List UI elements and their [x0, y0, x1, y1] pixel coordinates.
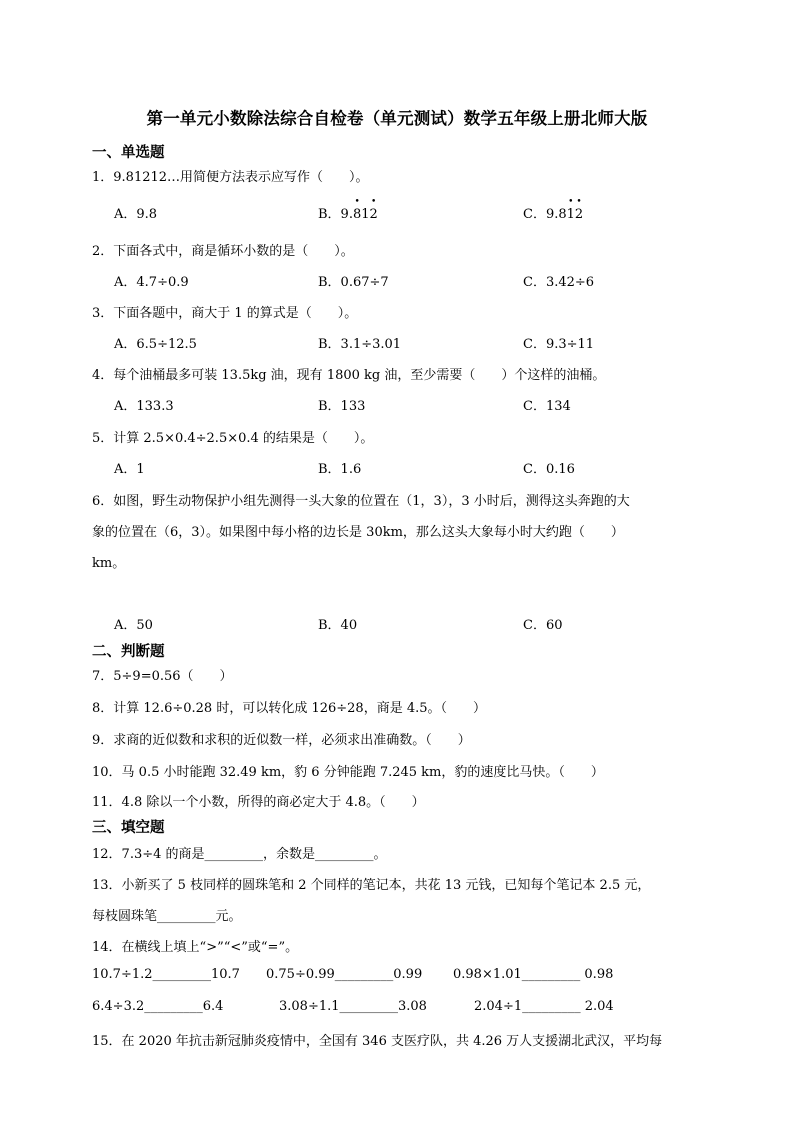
question-4-option-a: A．133.3 [114, 399, 174, 414]
repeating-dot-digit: • 2 [370, 207, 378, 222]
question-2-option-a: A．4.7÷0.9 [114, 275, 189, 290]
question-7: 7．5÷9=0.56（ ） [92, 669, 233, 684]
question-15: 15．在 2020 年抗击新冠肺炎疫情中，全国有 346 支医疗队，共 4.26 万人支援湖北武汉，平均每 [92, 1034, 663, 1049]
section-heading-fill-blank: 三、填空题 [92, 820, 165, 836]
question-2-option-b: B．0.67÷7 [318, 275, 389, 290]
question-10: 10．马 0.5 小时能跑 32.49 km，豹 6 分钟能跑 7.245 km，豹的速度比马快。（ ） [92, 765, 604, 780]
question-5-option-a: A．1 [114, 462, 145, 477]
option-b-middle: 1 [361, 207, 370, 222]
option-b-prefix: B．9. [318, 207, 353, 222]
question-1-option-c [523, 203, 583, 222]
question-14: 14．在横线上填上“>”“<”或“=”。 [92, 940, 299, 955]
repeating-dot-digit: • 2 [575, 207, 583, 222]
comparison-item: 6.4÷3.2_________6.4 [92, 999, 224, 1014]
question-5-option-c: C．0.16 [523, 462, 575, 477]
question-6-line-1: 6．如图，野生动物保护小组先测得一头大象的位置在（1，3），3 小时后，测得这头奔跑的大 [92, 494, 630, 509]
comparison-item: 3.08÷1.1_________3.08 [279, 999, 427, 1014]
question-6-option-b: B．40 [318, 618, 358, 633]
question-3-option-a: A．6.5÷12.5 [114, 337, 197, 352]
question-1-option-a: A．9.8 [114, 207, 158, 222]
question-3: 3．下面各题中，商大于 1 的算式是（ ）。 [92, 306, 358, 321]
section-heading-single-choice: 一、单选题 [92, 145, 165, 161]
question-6-line-3: km。 [92, 556, 126, 571]
question-4: 4．每个油桶最多可装 13.5kg 油，现有 1800 kg 油，至少需要（ ）个这样的油桶。 [92, 368, 606, 383]
question-13-line-2: 每枝圆珠笔_________元。 [92, 909, 242, 924]
question-2: 2．下面各式中，商是循环小数的是（ ）。 [92, 244, 354, 259]
question-9: 9．求商的近似数和求积的近似数一样，必须求出准确数。（ ） [92, 733, 471, 748]
comparison-item: 0.75÷0.99_________0.99 [266, 967, 423, 982]
question-5-option-b: B．1.6 [318, 462, 362, 477]
comparison-item: 0.98×1.01_________ 0.98 [453, 967, 614, 982]
question-13-line-1: 13．小新买了 5 枝同样的圆珠笔和 2 个同样的笔记本，共花 13 元钱，已知每个笔记本 2.5 元， [92, 878, 651, 893]
question-12: 12．7.3÷4 的商是_________，余数是_________。 [92, 847, 387, 862]
repeating-dot-digit: • 8 [353, 207, 361, 222]
question-6-option-c: C．60 [523, 618, 563, 633]
question-1-option-b [318, 203, 378, 222]
question-6-line-2: 象的位置在（6，3）。如果图中每小格的边长是 30km，那么这头大象每小时大约跑（ ） [92, 525, 624, 540]
comparison-item: 2.04÷1_________ 2.04 [474, 999, 614, 1014]
question-8: 8．计算 12.6÷0.28 时，可以转化成 126÷28，商是 4.5。（ ） [92, 701, 487, 716]
comparison-item: 10.7÷1.2_________10.7 [92, 967, 240, 982]
repeating-dot-digit: • 1 [567, 207, 575, 222]
option-c-prefix: C．9.8 [523, 207, 567, 222]
question-3-option-b: B．3.1÷3.01 [318, 337, 402, 352]
question-2-option-c: C．3.42÷6 [523, 275, 595, 290]
question-1: 1．9.81212…用简便方法表示应写作（ ）。 [92, 170, 369, 185]
question-4-option-c: C．134 [523, 399, 571, 414]
question-11: 11．4.8 除以一个小数，所得的商必定大于 4.8。（ ） [92, 795, 425, 810]
question-3-option-c: C．9.3÷11 [523, 337, 595, 352]
page-title: 第一单元小数除法综合自检卷（单元测试）数学五年级上册北师大版 [146, 109, 648, 128]
question-5: 5．计算 2.5×0.4÷2.5×0.4 的结果是（ ）。 [92, 431, 374, 446]
question-4-option-b: B．133 [318, 399, 366, 414]
question-6-option-a: A．50 [114, 618, 153, 633]
section-heading-true-false: 二、判断题 [92, 644, 165, 660]
